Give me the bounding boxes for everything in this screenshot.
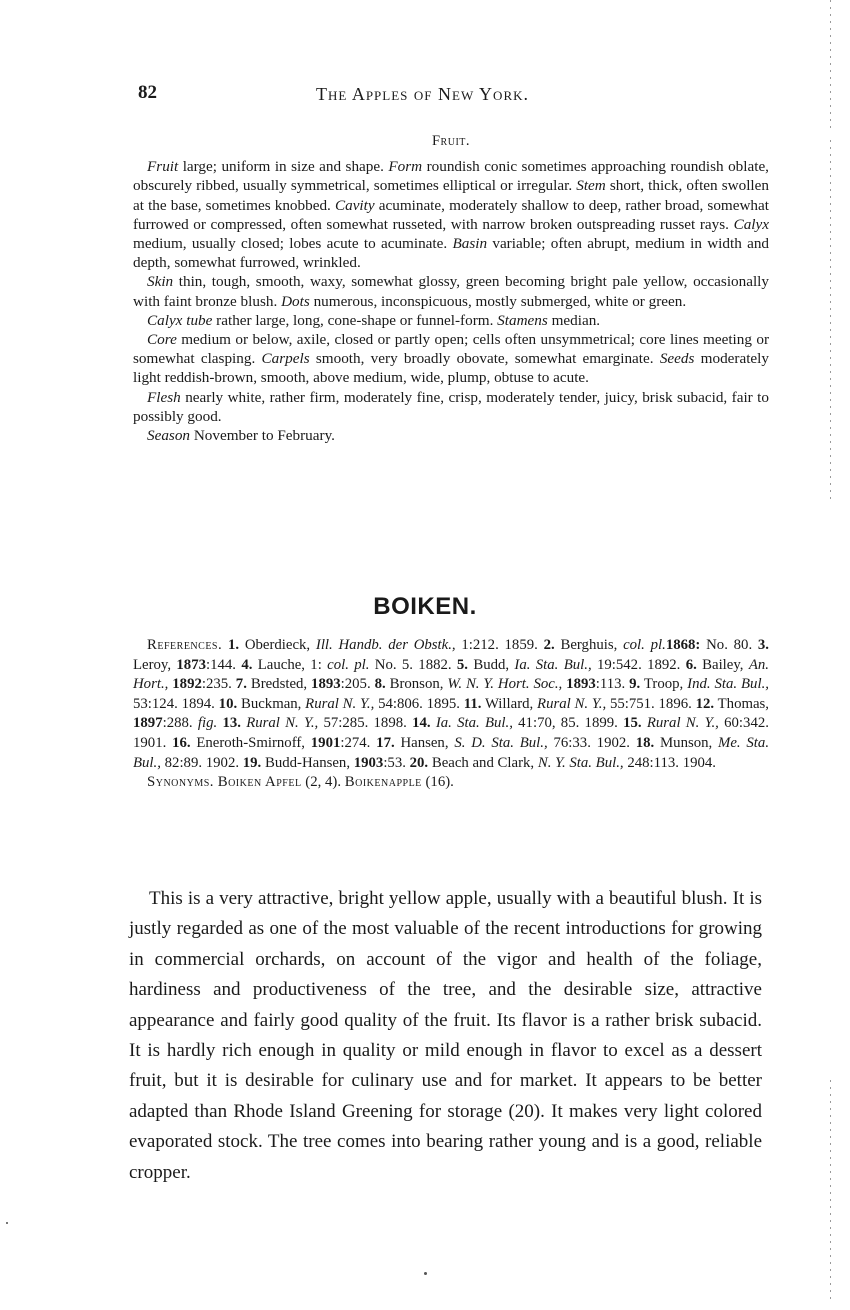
reference-post: 41:70, 85. 1899. <box>512 715 624 732</box>
reference-pre: Berghuis, <box>554 637 624 653</box>
running-head <box>138 82 770 108</box>
reference-pre: Thomas, <box>714 695 769 712</box>
references-list <box>133 636 769 773</box>
reference-post: 19:542. 1892. <box>591 656 686 673</box>
term-seeds: Seeds <box>659 350 695 368</box>
reference-bold: 1868: <box>665 637 701 653</box>
reference-num: 15. <box>623 715 642 732</box>
synonyms-line <box>133 773 769 793</box>
text-core: medium or below, axile, closed or partly open; cells often unsymmetrical; core lines meeting or somewhat clasping. <box>133 331 769 368</box>
reference-ital: col. pl. <box>327 656 370 673</box>
text-stem: short, thick, often swollen at the base, sometimes knobbed. <box>133 177 769 214</box>
term-calyx-tube: Calyx tube <box>147 311 213 329</box>
reference-bold: 1901 <box>310 734 341 751</box>
fruit-description <box>133 132 769 445</box>
reference-bold: 1903 <box>353 754 384 771</box>
reference-pre: Eneroth-Smirnoff, <box>190 734 311 751</box>
description-paragraph: This is a very attractive, bright yellow apple, usually with a beautiful blush. It is justly regarded as one of the most valuable of the recent introductions for growing in commercial orchards, on account of the vigor and health of the foliage, hardiness and productiveness of the tree, and the desirable size, attractive appearance and fairly good quality of the fruit. Its flavor is a rather brisk subacid. It is hardly rich enough in quality or mild enough in flavor to excel as a dessert fruit, but it is desirable for culinary use and for market. It appears to be better adapted than Rhode Island Greening for storage (20). It makes very light colored evaporated stock. The tree comes into bearing rather young and is a good, reliable cropper. <box>129 888 762 1183</box>
reference-pre: Lauche, 1: <box>252 656 328 673</box>
reference-item <box>376 735 636 751</box>
term-skin: Skin <box>147 273 174 291</box>
reference-ital: W. N. Y. Hort. Soc., <box>447 676 563 693</box>
variety-title: BOIKEN. <box>373 593 477 620</box>
reference-post: :274. <box>340 734 377 751</box>
text-basin: variable; often abrupt, medium in width and depth, somewhat furrowed, wrinkled. <box>133 235 770 272</box>
reference-post: 248:113. 1904. <box>623 754 716 771</box>
term-core: Core <box>147 331 177 349</box>
reference-num: 10. <box>218 695 238 712</box>
reference-num: 3. <box>757 637 770 653</box>
reference-ital: Rural N. Y., <box>246 715 319 732</box>
reference-item <box>410 755 716 771</box>
reference-item <box>172 735 376 751</box>
reference-item <box>228 637 544 653</box>
reference-item <box>219 696 464 712</box>
reference-num: 11. <box>463 695 482 712</box>
paragraph-fruit <box>133 157 769 272</box>
synonym-2-ref: (16). <box>421 774 454 791</box>
reference-num: 9. <box>629 676 641 693</box>
references-label: References. <box>147 637 223 653</box>
text-stamens: median. <box>547 311 601 329</box>
reference-ital: An. Hort., <box>133 656 769 693</box>
reference-item <box>241 657 457 673</box>
paragraph-flesh <box>133 388 769 426</box>
reference-item <box>412 715 623 731</box>
reference-post: :288. <box>162 715 198 732</box>
text-flesh: nearly white, rather firm, moderately fine, crisp, moderately tender, juicy, brisk subacid, fair to possibly good. <box>133 388 769 425</box>
reference-ital: Ia. Sta. Bul., <box>514 656 592 673</box>
scan-speck <box>6 1222 8 1224</box>
text-seeds: moderately light reddish-brown, smooth, above medium, wide, plump, obtuse to acute. <box>133 350 769 387</box>
reference-item <box>464 696 696 712</box>
reference-item <box>544 637 758 653</box>
text-skin: thin, tough, smooth, waxy, somewhat glossy, green becoming bright pale yellow, occasionally with faint bronze blush. <box>133 273 769 310</box>
reference-item <box>243 755 410 771</box>
reference-num: 5. <box>456 656 469 673</box>
term-dots: Dots <box>281 292 310 310</box>
reference-item <box>375 676 630 692</box>
reference-ital: S. D. Sta. Bul., <box>454 734 548 751</box>
reference-post: 1:212. 1859. <box>455 637 544 653</box>
synonym-2: Boikenapple <box>344 774 422 791</box>
synonym-1: Boiken Apfel <box>217 774 302 791</box>
reference-num: 7. <box>235 676 247 693</box>
synonym-1-ref: (2, 4). <box>301 774 345 791</box>
reference-num: 19. <box>242 754 262 771</box>
references-block <box>133 636 769 793</box>
reference-pre: Bronson, <box>385 676 448 693</box>
scan-margin-mark <box>830 140 831 500</box>
reference-post: :53. <box>383 754 410 771</box>
text-season: November to February. <box>190 427 335 445</box>
reference-num: 2. <box>543 637 555 653</box>
reference-pre: Buckman, <box>237 695 306 712</box>
reference-post: 82:89. 1902. <box>160 754 243 771</box>
reference-post: :205. <box>340 676 375 693</box>
reference-item <box>236 676 375 692</box>
reference-post: :235. <box>201 676 236 693</box>
reference-ital: N. Y. Sta. Bul., <box>537 754 624 771</box>
text-cavity: acuminate, moderately shallow to deep, rather broad, somewhat furrowed or compressed, often somewhat russeted, with narrow broken outspreading russet rays. <box>133 196 769 233</box>
reference-num: 20. <box>409 754 429 771</box>
reference-items <box>133 637 769 771</box>
paragraph-season <box>133 426 769 445</box>
reference-post: 76:33. 1902. <box>547 734 636 751</box>
scan-margin-mark <box>830 0 831 130</box>
term-calyx: Calyx <box>733 215 769 233</box>
section-heading-fruit: Fruit. <box>431 133 471 149</box>
page-number: 82 <box>138 82 157 103</box>
variety-description <box>129 884 762 1188</box>
reference-ital: Rural N. Y., <box>305 695 375 712</box>
reference-bold: 1893 <box>562 676 596 693</box>
reference-ital: Rural N. Y., <box>537 695 607 712</box>
reference-post: No. 80. <box>700 637 758 653</box>
paragraph-calyx-tube <box>133 311 769 330</box>
term-stamens: Stamens <box>497 311 548 329</box>
reference-pre: Leroy, <box>133 656 177 673</box>
reference-pre: Beach and Clark, <box>428 754 538 771</box>
term-season: Season <box>147 427 191 445</box>
term-flesh: Flesh <box>147 388 181 406</box>
reference-ital: Me. Sta. Bul., <box>133 734 770 771</box>
reference-num: 18. <box>635 734 655 751</box>
reference-bold: 1893 <box>311 676 341 693</box>
reference-num: 14. <box>412 715 431 732</box>
reference-item <box>222 715 412 731</box>
reference-num: 1. <box>227 637 240 653</box>
paragraph-skin <box>133 272 769 310</box>
scan-speck <box>424 1272 427 1275</box>
reference-num: 16. <box>172 734 191 751</box>
reference-bold: 1873 <box>176 656 206 673</box>
reference-item <box>457 657 686 673</box>
term-stem: Stem <box>576 177 606 195</box>
reference-num: 17. <box>376 734 395 751</box>
reference-post: 60:342. 1901. <box>133 715 769 751</box>
reference-post: 54:806. 1895. <box>374 695 464 712</box>
reference-pre: Troop, <box>640 676 688 693</box>
term-form: Form <box>388 158 423 176</box>
synonyms-label: Synonyms. <box>147 774 214 791</box>
reference-post: :113. <box>595 676 630 693</box>
reference-post: :144. <box>205 656 242 673</box>
term-basin: Basin <box>452 235 488 253</box>
term-fruit: Fruit <box>147 158 179 176</box>
reference-pre: Budd-Hansen, <box>261 754 354 771</box>
reference-num: 4. <box>241 656 253 673</box>
scan-margin-mark <box>830 1080 831 1300</box>
reference-pre: Budd, <box>468 656 515 673</box>
reference-num: 13. <box>222 715 241 732</box>
reference-post: 55:751. 1896. <box>606 695 696 712</box>
reference-ital: Ill. Handb. der Obstk., <box>315 637 456 653</box>
reference-ital: Ind. Sta. Bul., <box>687 676 769 693</box>
text-dots: numerous, inconspicuous, mostly submerged, white or green. <box>309 292 687 310</box>
reference-pre: Bredsted, <box>246 676 312 693</box>
reference-post: 53:124. 1894. <box>133 695 219 712</box>
reference-pre: Munson, <box>654 734 719 751</box>
reference-bold: 1892 <box>168 676 202 693</box>
term-cavity: Cavity <box>334 196 375 214</box>
text-carpels: smooth, very broadly obovate, somewhat emarginate. <box>309 350 660 368</box>
reference-pre: Hansen, <box>394 734 455 751</box>
reference-pre: Oberdieck, <box>239 637 316 653</box>
reference-num: 12. <box>695 695 715 712</box>
text-calyx-tube: rather large, long, cone-shape or funnel-form. <box>212 311 498 329</box>
reference-pre: Willard, <box>481 695 538 712</box>
text-calyx: medium, usually closed; lobes acute to acuminate. <box>133 235 453 253</box>
reference-bold: 1897 <box>133 715 163 732</box>
reference-ital2: fig. <box>197 715 218 732</box>
paragraph-core <box>133 330 769 388</box>
reference-ital: Rural N. Y., <box>646 715 719 732</box>
reference-ital: col. pl. <box>623 637 666 653</box>
text-form: roundish conic sometimes approaching roundish oblate, obscurely ribbed, usually symmetrical, sometimes elliptical or irregular. <box>133 158 769 195</box>
term-carpels: Carpels <box>261 350 310 368</box>
reference-pre: Bailey, <box>696 656 749 673</box>
text-fruit: large; uniform in size and shape. <box>178 158 389 176</box>
reference-post: No. 5. 1882. <box>369 656 457 673</box>
book-title: The Apples of New York. <box>316 84 530 104</box>
reference-num: 8. <box>374 676 386 693</box>
reference-post: 57:285. 1898. <box>318 715 413 732</box>
reference-ital: Ia. Sta. Bul., <box>435 715 513 732</box>
reference-num: 6. <box>685 656 697 673</box>
